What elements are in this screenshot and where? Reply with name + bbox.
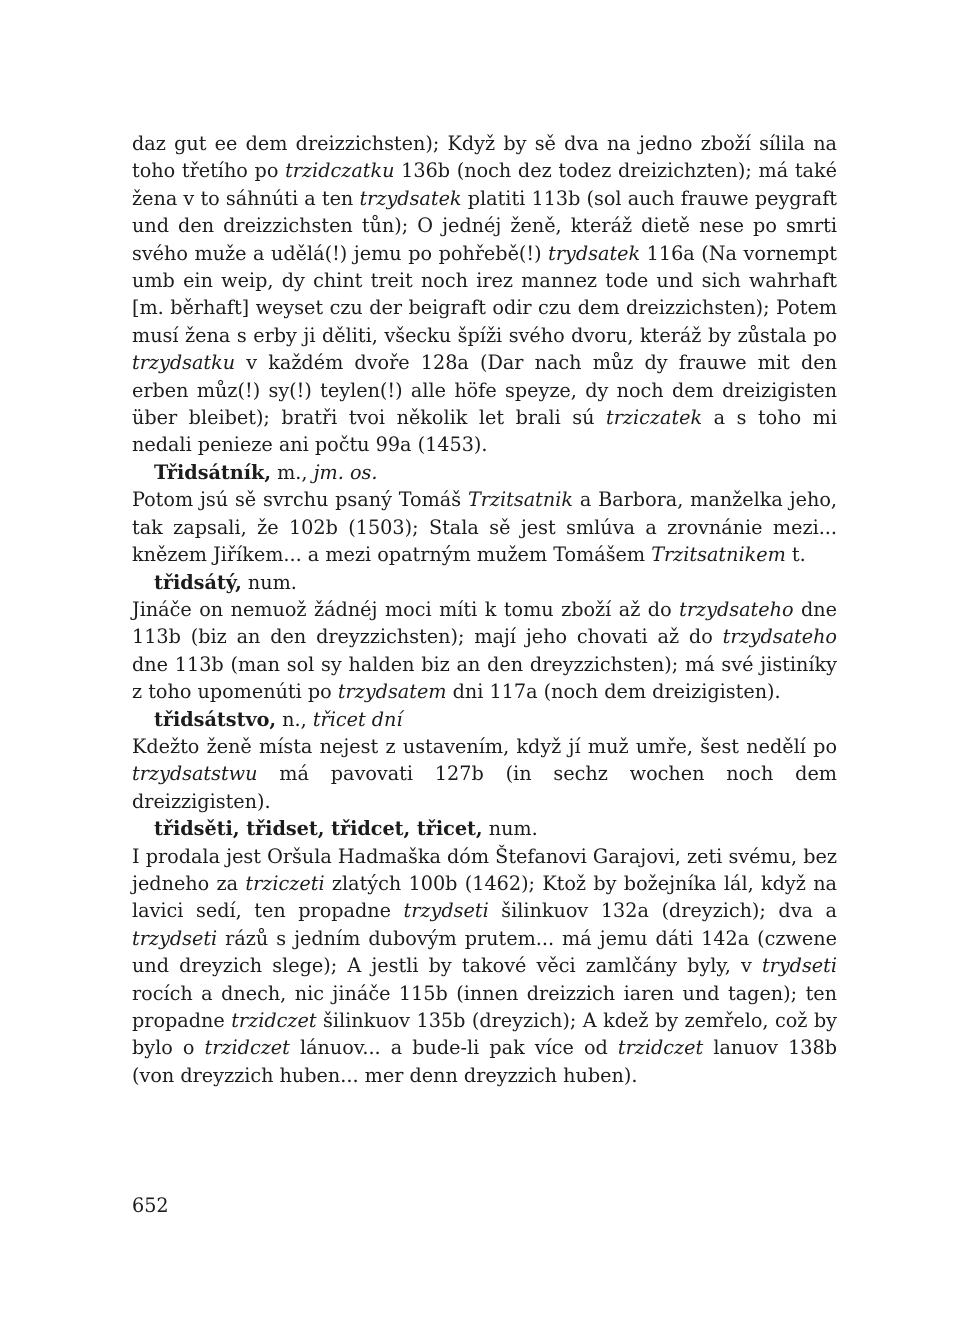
dictionary-column	[132, 130, 837, 1089]
italic-run: Trzitsatnik	[467, 488, 573, 512]
entry-headword-tridsaty	[132, 569, 837, 596]
bold-run: třidsátý,	[154, 570, 242, 594]
italic-run: trzidczatku	[285, 159, 395, 183]
italic-run: trzidczet	[617, 1036, 704, 1060]
italic-run: trzidczet	[231, 1009, 317, 1032]
text-run: Jináče on nemuož žádnéj moci míti k tomu zboží až do	[132, 597, 680, 621]
text-run: šilinkuov 132a (dreyzich); dva a	[488, 899, 837, 923]
text-run: Potom jsú sě svrchu psaný Tomáš	[132, 488, 468, 512]
text-run: lánuov... a bude-li pak více od	[289, 1036, 618, 1060]
text-run: dne 113b (man sol sy halden biz an den dreyzzichsten); má své jistiníky z toho upomenúti po	[132, 652, 837, 704]
text-run: v každém dvoře 128a (Dar nach můz dy frauwe mit den erben můz(!) sy(!) teylen(!) alle höfe speyze, dy noch dem dreizigisten über bleibet); bratři tvoi několik let brali sú	[132, 351, 837, 430]
text-run: I prodala jest Oršula Hadmaška dóm Štefanovi Garajovi, zeti svému, bez jedneho za	[132, 844, 837, 895]
text-run: dne 113b (biz an den dreyzzichsten); mají jeho chovati až do	[132, 597, 837, 649]
italic-run: trzydseti	[403, 899, 489, 923]
text-run: platiti 113b (sol auch frauwe peygraft und den dreizzichsten tůn); O jednéj ženě, kteráž dietě nese po smrti svého muže a udělá(!) jemu po pohřebě(!)	[132, 186, 838, 265]
italic-run: trzydsateho	[679, 597, 794, 621]
entry-headword-tridsatnik	[132, 459, 837, 486]
italic-run: trzidczet	[204, 1036, 290, 1060]
text-run: daz gut ee dem dreizzichsten); Když by sě dva na jedno zboží sílila na toho třetího po	[132, 132, 837, 183]
text-run: zlatých 100b (1462); Ktož by božejníka lál, když na lavici sedí, ten propadne	[132, 871, 837, 923]
text-run: 136b (noch dez todez dreizichzten); má také žena v to sáhnúti a ten	[132, 159, 837, 210]
text-run: num.	[482, 817, 538, 841]
text-run: lanuov 138b (von dreyzzich huben... mer denn dreyzzich huben).	[132, 1036, 837, 1087]
italic-run: trzydseti	[132, 926, 218, 950]
bold-run: třidsátstvo,	[154, 707, 277, 731]
italic-run: trzydsatstwu	[132, 762, 258, 786]
text-run: n.,	[276, 707, 313, 731]
text-run: num.	[241, 570, 297, 594]
italic-run: Trzitsatnikem	[651, 543, 786, 567]
text-run: a s toho mi nedali penieze ani počtu 99a (1453).	[132, 406, 837, 457]
text-run: Kdežto ženě místa nejest z ustavením, když jí muž umře, šest nedělí po	[132, 734, 837, 758]
continuation-paragraph	[132, 130, 837, 459]
italic-run: trzydsatku	[132, 351, 236, 375]
entry-body-tridsatstvo	[132, 733, 837, 815]
italic-run: jm. os.	[313, 460, 378, 484]
text-run: má pavovati 127b (in sechz wochen noch dem dreizzigisten).	[132, 762, 837, 813]
italic-run: trzydsatek	[359, 186, 462, 210]
entry-body-tridsatnik	[132, 486, 837, 568]
entry-headword-tridseti	[132, 815, 837, 842]
page-number: 652	[132, 1194, 169, 1217]
text-run: m.,	[271, 460, 314, 484]
italic-run: trziczeti	[245, 871, 325, 895]
text-run: 116a (Na vornempt umb ein weip, dy chint treit noch irez mannez tode und sich wahrhaft [m. běrhaft] weyset czu der beigraft odir czu dem dreizzichsten); Potem musí žena s erby ji děliti, všecku špíži svého dvoru, kteráž by zůstala po	[132, 241, 837, 347]
entry-headword-tridsatstvo	[132, 706, 837, 733]
text-run: dni 117a (noch dem dreizigisten).	[446, 680, 781, 704]
text-run: rázů s jedním dubovým prutem... má jemu dáti 142a (czwene und dreyzich slege); A jestli by takové věci zamlčány byly, v	[132, 926, 837, 978]
text-run: rocích a dnech, nic jináče 115b (innen dreizzich iaren und tagen); ten propadne	[132, 981, 837, 1032]
text-run: a Barbora, manželka jeho, tak zapsali, že 102b (1503); Stala sě jest smlúva a zrovnánie mezi... knězem Jiříkem... a mezi opatrným mužem Tomášem	[132, 488, 837, 567]
italic-run: trydseti	[761, 954, 837, 978]
text-run: šilinkuov 135b (dreyzich); A kdež by zemřelo, což by bylo o	[132, 1009, 837, 1060]
italic-run: trydsatek	[548, 241, 641, 265]
bold-run: Třidsátník,	[154, 460, 272, 484]
italic-run: trzydsatem	[337, 680, 447, 704]
italic-run: trzydsateho	[722, 625, 837, 649]
bold-run: třidsěti, třidset, třidcet, třicet,	[154, 817, 483, 841]
entry-body-tridsaty	[132, 596, 837, 706]
entry-body-tridseti	[132, 843, 837, 1090]
italic-run: třicet dní	[312, 707, 403, 731]
italic-run: trziczatek	[606, 406, 703, 430]
text-run: t.	[785, 543, 806, 567]
